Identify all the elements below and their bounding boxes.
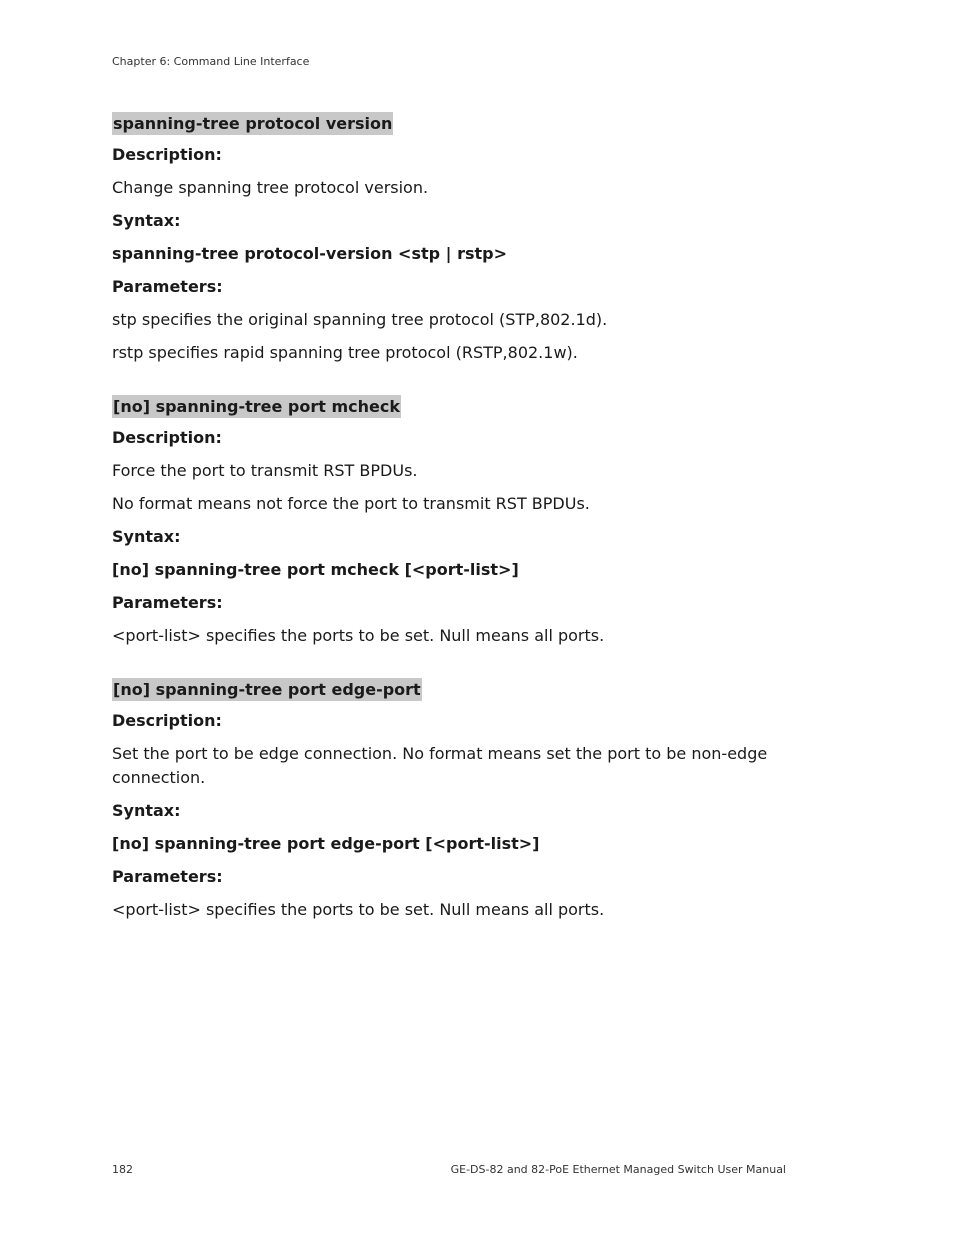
command-title: spanning-tree protocol version [113,114,393,133]
chapter-header: Chapter 6: Command Line Interface [112,55,310,68]
parameter-text: rstp specifies rapid spanning tree protocol (RSTP,802.1w). [112,343,578,362]
page-number: 182 [112,1163,133,1176]
parameters-label: Parameters: [112,593,223,612]
description-label: Description: [112,711,222,730]
syntax-text: [no] spanning-tree port mcheck [<port-list>] [112,560,519,579]
command-section [112,678,792,922]
command-section [112,395,792,648]
description-text: Force the port to transmit RST BPDUs. [112,461,418,480]
parameters-label: Parameters: [112,867,223,886]
syntax-text: [no] spanning-tree port edge-port [<port-list>] [112,834,540,853]
main-content [112,112,792,952]
parameter-text: <port-list> specifies the ports to be set. Null means all ports. [112,626,605,645]
command-title: [no] spanning-tree port edge-port [113,680,421,699]
command-title: [no] spanning-tree port mcheck [113,397,400,416]
description-text: No format means not force the port to transmit RST BPDUs. [112,494,590,513]
command-section [112,112,792,365]
parameter-text: <port-list> specifies the ports to be set. Null means all ports. [112,900,605,919]
description-text: Set the port to be edge connection. No format means set the port to be non-edge connection. [112,744,768,787]
manual-title: GE-DS-82 and 82-PoE Ethernet Managed Switch User Manual [450,1163,786,1176]
description-label: Description: [112,145,222,164]
syntax-text: spanning-tree protocol-version <stp | rstp> [112,244,507,263]
description-label: Description: [112,428,222,447]
parameters-label: Parameters: [112,277,223,296]
description-text: Change spanning tree protocol version. [112,178,429,197]
parameter-text: stp specifies the original spanning tree protocol (STP,802.1d). [112,310,608,329]
syntax-label: Syntax: [112,211,181,230]
syntax-label: Syntax: [112,527,181,546]
syntax-label: Syntax: [112,801,181,820]
